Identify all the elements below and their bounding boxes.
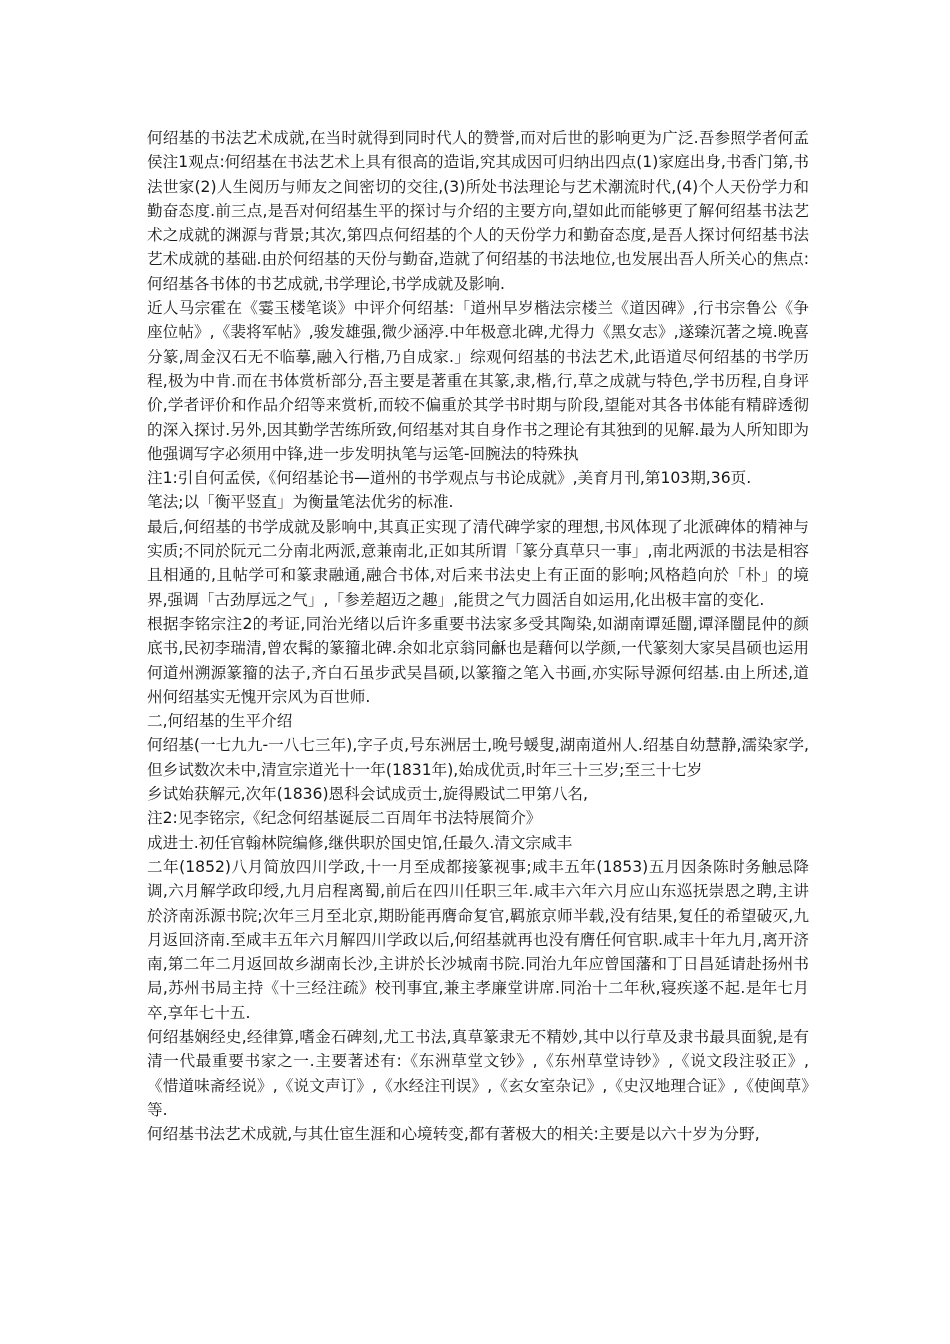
paragraph-intro: 何绍基的书法艺术成就,在当时就得到同时代人的赞誉,而对后世的影响更为广泛.吾参照学者何孟侯注1观点:何绍基在书法艺术上具有很高的造诣,究其成因可归纳出四点(1)家庭出身,书香门第,书法世家(2)人生阅历与师友之间密切的交往,(3)所处书法理论与艺术潮流时代,(4)个人天份学力和勤奋态度.前三点,是吾对何绍基生平的探讨与介绍的主要方向,望如此而能够更了解何绍基书法艺术之成就的渊源与背景;其次,第四点何绍基的个人的天份学力和勤奋态度,是吾人探讨何绍基书法艺术成就的基础.由於何绍基的天份与勤奋,造就了何绍基的书法地位,也发展出吾人所关心的焦点:何绍基各书体的书艺成就,书学理论,书学成就及影响. xyxy=(147,129,809,293)
paragraph-influence: 根据李铭宗注2的考证,同治光绪以后许多重要书法家多受其陶染,如湖南谭延闓,谭泽闓昆仲的颜底书,民初李瑞清,曾农髯的篆籀北碑.余如北京翁同龢也是藉何以学颜,一代篆刻大家吴昌硕也运用何道州溯源篆籀的法子,齐白石虽步武吴昌硕,以篆籀之笔入书画,亦实际导源何绍基.由上所述,道州何绍基实无愧开宗风为百世师. xyxy=(147,614,809,706)
paragraph-works: 何绍基娴经史,经律算,嗜金石碑刻,尤工书法,真草篆隶无不精妙,其中以行草及隶书最具面貌,是有清一代最重要书家之一.主要著述有:《东洲草堂文钞》,《东州草堂诗钞》,《说文段注驳正》,《惜道味斋经说》,《说文声订》,《水经注刊误》,《玄女室杂记》,《史汉地理合证》,《使闽草》等. xyxy=(147,1027,809,1119)
paragraph-ma-zonghuo: 近人马宗霍在《霎玉楼笔谈》中评介何绍基:「道州早岁楷法宗楼兰《道因碑》,行书宗鲁公《争座位帖》,《裴将军帖》,骏发雄强,微少涵渟.中年极意北碑,尤得力《黑女志》,遂臻沉著之境.晚喜分篆,周金汉石无不临摹,融入行楷,乃自成家.」综观何绍基的书法艺术,此语道尽何绍基的书学历程,极为中肯.而在书体赏析部分,吾主要是著重在其篆,隶,楷,行,草之成就与特色,学书历程,自身评价,学者评价和作品介绍等来赏析,而较不偏重於其学书时期与阶段,望能对其各书体能有精辟透彻的深入探讨.另外,因其勤学苦练所致,何绍基对其自身作书之理论有其独到的见解.最为人所知即为他强调写字必须用中锋,进一步发明执笔与运笔-回腕法的特殊执 xyxy=(147,299,809,463)
paragraph-brush-method: 笔法;以「衡平竖直」为衡量笔法优劣的标准. xyxy=(147,493,454,512)
paragraph-final: 何绍基书法艺术成就,与其仕宦生涯和心境转变,都有著极大的相关:主要是以六十岁为分野, xyxy=(147,1125,760,1144)
paragraph-biography-start: 何绍基(一七九九-一八七三年),字子贞,号东洲居士,晚号蝯叟,湖南道州人.绍基自幼慧静,濡染家学,但乡试数次未中,清宣宗道光十一年(1831年),始成优贡,时年三十三岁;至三十七岁 xyxy=(147,736,809,779)
footnote-2: 注2:见李铭宗,《纪念何绍基诞辰二百周年书法特展简介》 xyxy=(147,809,542,828)
paragraph-conclusion: 最后,何绍基的书学成就及影响中,其真正实现了清代碑学家的理想,书风体现了北派碑体的精神与实质;不同於阮元二分南北两派,意兼南北,正如其所谓「篆分真草只一事」,南北两派的书法是相容且相通的,且帖学可和篆隶融通,融合书体,对后来书法史上有正面的影响;风格趋向於「朴」的境界,强调「古劲厚远之气」,「参差超迈之趣」,能贯之气力圆活自如运用,化出极丰富的变化. xyxy=(147,517,809,609)
document-body xyxy=(147,126,809,1146)
section-heading-biography: 二,何绍基的生平介绍 xyxy=(147,712,293,731)
paragraph-career: 二年(1852)八月简放四川学政,十一月至成都接篆视事;咸丰五年(1853)五月因条陈时务触忌降调,六月解学政印绶,九月启程离蜀,前后在四川任职三年.咸丰六年六月应山东巡抚崇恩之聘,主讲於济南泺源书院;次年三月至北京,期盼能再膺命复官,羁旅京师半载,没有结果,复任的希望破灭,九月返回济南.至咸丰五年六月解四川学政以后,何绍基就再也没有膺任何官职.咸丰十年九月,离开济南,第二年二月返回故乡湖南长沙,主讲於长沙城南书院.同治九年应曾国藩和丁日昌延请赴扬州书局,苏州书局主持《十三经注疏》校刊事宜,兼主孝廉堂讲席.同治十二年秋,寝疾遂不起.是年七月卒,享年七十五. xyxy=(147,857,809,1022)
footnote-1: 注1:引自何孟侯,《何绍基论书—道州的书学观点与书论成就》,美育月刊,第103期,36页. xyxy=(147,469,752,488)
paragraph-exam: 乡试始获解元,次年(1836)恩科会试成贡士,旋得殿试二甲第八名, xyxy=(147,785,588,804)
paragraph-jinshi: 成进士.初任官翰林院编修,继供职於国史馆,任最久.清文宗咸丰 xyxy=(147,833,573,852)
